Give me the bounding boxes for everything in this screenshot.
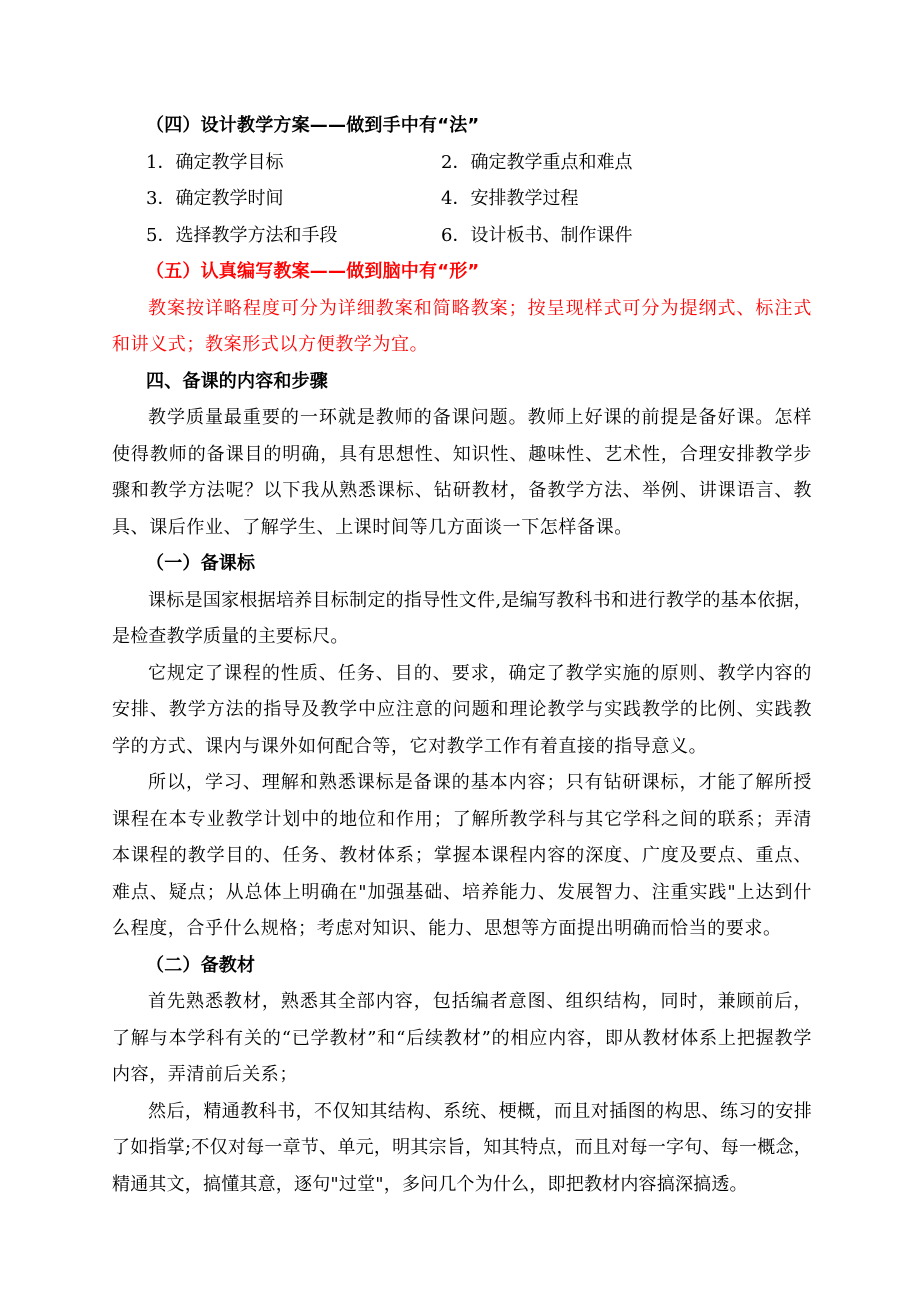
section-four-design-heading: （四）设计教学方案——做到手中有“法”: [146, 115, 480, 136]
section-five-write-heading: （五）认真编写教案——做到脑中有“形”: [146, 261, 480, 282]
design-item: 4．安排教学过程: [441, 188, 579, 209]
sub-one-paragraph: 课标是国家根据培养目标制定的指导性文件,是编写教科书和进行教学的基本依据，是检查教学质量的主要标尺。: [112, 589, 812, 647]
design-items-row-2: [112, 181, 812, 218]
sub-two-paragraph: 然后，精通教科书，不仅知其结构、系统、梗概，而且对插图的构思、练习的安排了如指掌;不仅对每一章节、单元，明其宗旨，知其特点，而且对每一字句、每一概念，精通其文，搞懂其意，逐句"过堂"，多问几个为什么，即把教材内容搞深搞透。: [112, 1100, 812, 1195]
sub-one-paragraph: 所以，学习、理解和熟悉课标是备课的基本内容；只有钻研课标，才能了解所授课程在本专业教学计划中的地位和作用；了解所教学科与其它学科之间的联系；弄清本课程的教学目的、任务、教材体系；掌握本课程内容的深度、广度及要点、重点、难点、疑点；从总体上明确在"加强基础、培养能力、发展智力、注重实践"上达到什么程度，合乎什么规格；考虑对知识、能力、思想等方面提出明确而恰当的要求。: [112, 772, 812, 939]
sub-two-paragraph: 首先熟悉教材，熟悉其全部内容，包括编者意图、组织结构，同时，兼顾前后，了解与本学科有关的“已学教材”和“后续教材”的相应内容，即从教材体系上把握教学内容，弄清前后关系；: [112, 991, 812, 1085]
design-item: 2．确定教学重点和难点: [441, 151, 633, 173]
design-items-row-1: [112, 145, 812, 182]
part-four-intro-paragraph: 教学质量最重要的一环就是教师的备课问题。教师上好课的前提是备好课。怎样使得教师的备课目的明确，具有思想性、知识性、趣味性、艺术性，合理安排教学步骤和教学方法呢？以下我从熟悉课标、钻研教材，备教学方法、举例、讲课语言、教具、课后作业、了解学生、上课时间等几方面谈一下怎样备课。: [112, 407, 812, 538]
sub-one-paragraph: 它规定了课程的性质、任务、目的、要求，确定了教学实施的原则、教学内容的安排、教学方法的指导及教学中应注意的问题和理论教学与实践教学的比例、实践教学的方式、课内与课外如何配合等，它对教学工作有着直接的指导意义。: [112, 662, 812, 757]
sub-one-heading: （一）备课标: [146, 553, 256, 574]
design-item: 1．确定教学目标: [146, 151, 284, 173]
design-item: 6．设计板书、制作课件: [441, 224, 633, 246]
design-item: 5．选择教学方法和手段: [146, 224, 338, 246]
design-items-row-3: [112, 218, 812, 255]
part-four-heading: 四、备课的内容和步骤: [146, 370, 328, 392]
sub-two-heading: （二）备教材: [146, 954, 256, 976]
design-item: 3．确定教学时间: [146, 188, 284, 209]
section-five-paragraph: 教案按详略程度可分为详细教案和简略教案；按呈现样式可分为提纲式、标注式和讲义式；教案形式以方便教学为宜。: [112, 297, 812, 355]
document-content: [112, 108, 812, 1203]
